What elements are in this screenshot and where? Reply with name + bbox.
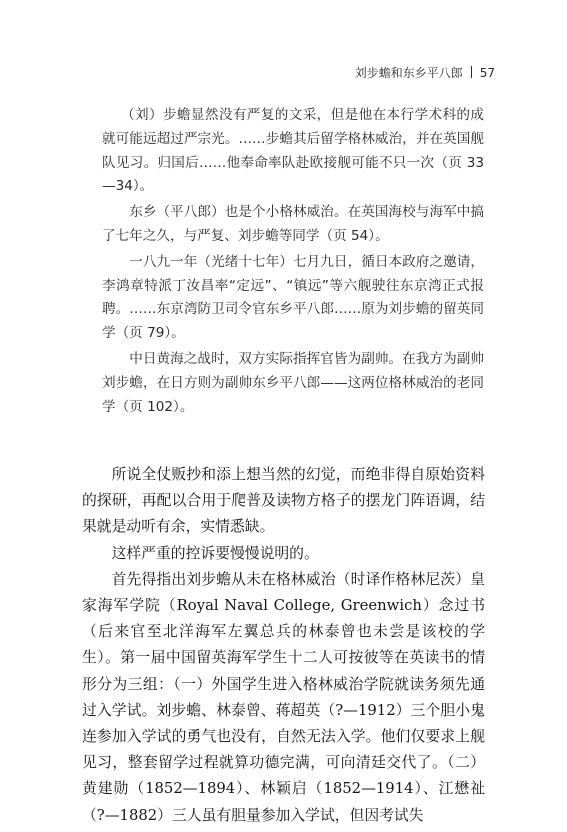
quote-paragraph: （刘）步蟾显然没有严复的文采，但是他在本行学术科的成就可能远超过严宗光。……步蟾其后留学格林威治，并在英国舰队见习。归国后……他奉命率队赴欧接舰可能不只一次（页 33—34）。 (102, 107, 484, 195)
body-paragraph: 这样严重的控诉要慢慢说明的。 (111, 544, 319, 562)
block-quote (102, 104, 484, 421)
running-header (355, 64, 495, 81)
running-header-title: 刘步蟾和东乡平八郎 (354, 66, 463, 80)
body-paragraph: 首先得指出刘步蟾从未在格林威治（时译作格林尼茨）皇家海军学院（Royal Naval College, Greenwich）念过书（后来官至北洋海军左翼总兵的林泰曾也未尝是该校的学生）。第一届中国留英海军学生十二人可按彼等在英读书的情形分为三组：（一）外国学生进入格林威治学院就读务须先通过入学试。刘步蟾、林泰曾、蒋超英（?—1912）三个胆小鬼连参加入学试的勇气也没有，自然无法入学。他们仅要求上舰见习，整套留学过程就算功德完满，可向清廷交代了。（二）黄建勋（1852—1894）、林颖启（1852—1914）、江懋祉（?—1882）三人虽有胆量参加入学试，但因考试失 (82, 570, 485, 824)
page-number: 57 (479, 66, 495, 80)
body-text (82, 462, 485, 829)
quote-paragraph: 一八九一年（光绪十七年）七月九日，循日本政府之邀请，李鸿章特派丁汝昌率“定远”、“镇远”等六舰驶往东京湾正式报聘。……东京湾防卫司令官东乡平八郎……原为刘步蟾的留英同学（页 79）。 (102, 253, 484, 342)
quote-paragraph: 东乡（平八郎）也是个小格林威治。在英国海校与海军中搞了七年之久，与严复、刘步蟾等同学（页 54）。 (102, 204, 484, 244)
quote-paragraph: 中日黄海之战时，双方实际指挥官皆为副帅。在我方为副帅刘步蟾，在日方则为副帅东乡平八郎——这两位格林威治的老同学（页 102）。 (102, 350, 484, 415)
header-divider (471, 66, 472, 78)
body-paragraph: 所说全仗贩抄和添上想当然的幻觉，而绝非得自原始资料的探研，再配以合用于爬普及读物方格子的摆龙门阵语调，结果就是动听有余，实情悉缺。 (82, 466, 485, 536)
